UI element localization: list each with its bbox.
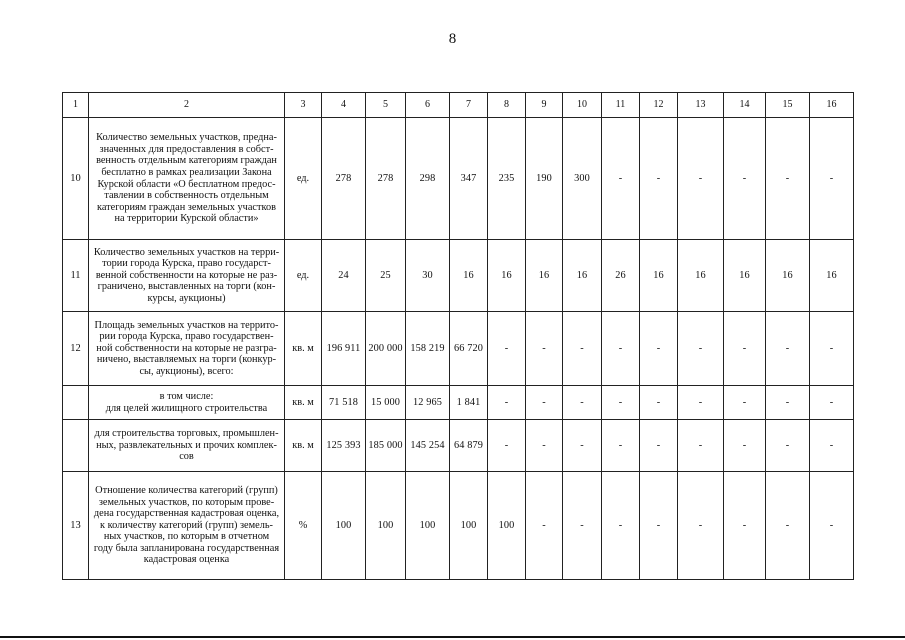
indicator-name-line: Площадь земельных участков на террито-: [94, 319, 279, 331]
table-row: [63, 420, 854, 472]
indicator-name-line: Количество земельных участков на терри-: [93, 246, 280, 258]
row-number: 13: [63, 472, 89, 580]
table-row: [63, 118, 854, 240]
value-cell: -: [810, 386, 854, 420]
indicator-name-line: ных, развлекательных и прочих комплек-: [96, 439, 277, 451]
value-cell: -: [678, 312, 724, 386]
scan-edge-line: [0, 636, 905, 638]
indicator-name-line: дена государственная кадастровая оценка,: [93, 508, 280, 520]
value-cell: -: [678, 420, 724, 472]
value-cell: -: [640, 472, 678, 580]
page-number: 8: [448, 31, 457, 47]
value-cell: -: [602, 386, 640, 420]
table-body: [63, 118, 854, 580]
indicator-name: [89, 386, 285, 420]
value-cell: 190: [526, 118, 563, 240]
indicator-name-line: венность отдельным категориям граждан: [96, 155, 277, 167]
value-cell: -: [488, 420, 526, 472]
indicator-name-line: кадастровая оценка: [143, 554, 230, 566]
value-cell: 125 393: [322, 420, 366, 472]
indicator-name-line: ных участков, по которым в отчетном: [103, 531, 270, 543]
row-number: 10: [63, 118, 89, 240]
value-cell: 24: [322, 240, 366, 312]
value-cell: 100: [322, 472, 366, 580]
value-cell: -: [766, 312, 810, 386]
header-cell: 4: [322, 93, 366, 118]
value-cell: -: [640, 312, 678, 386]
value-cell: -: [602, 312, 640, 386]
header-cell: 5: [366, 93, 406, 118]
header-cell: 12: [640, 93, 678, 118]
row-number: [63, 386, 89, 420]
header-cell: 9: [526, 93, 563, 118]
indicator-name-line: Количество земельных участков, предна-: [96, 132, 277, 144]
value-cell: -: [810, 472, 854, 580]
indicator-name-line: для строительства торговых, промышлен-: [94, 428, 279, 440]
value-cell: 185 000: [366, 420, 406, 472]
value-cell: -: [602, 472, 640, 580]
value-cell: 16: [810, 240, 854, 312]
value-cell: -: [526, 420, 563, 472]
unit-cell: ед.: [285, 118, 322, 240]
value-cell: -: [563, 472, 602, 580]
value-cell: -: [724, 420, 766, 472]
value-cell: 64 879: [450, 420, 488, 472]
row-number: [63, 420, 89, 472]
indicator-name-line: категориям граждан земельных участков: [97, 201, 276, 213]
value-cell: -: [766, 472, 810, 580]
header-cell: 10: [563, 93, 602, 118]
value-cell: 16: [450, 240, 488, 312]
value-cell: 158 219: [406, 312, 450, 386]
value-cell: 30: [406, 240, 450, 312]
header-cell: 7: [450, 93, 488, 118]
unit-cell: ед.: [285, 240, 322, 312]
value-cell: -: [640, 386, 678, 420]
value-cell: 100: [488, 472, 526, 580]
value-cell: -: [602, 420, 640, 472]
value-cell: 16: [488, 240, 526, 312]
indicator-name-line: году была запланирована государственная: [93, 542, 280, 554]
value-cell: 15 000: [366, 386, 406, 420]
value-cell: 100: [366, 472, 406, 580]
indicator-name: [89, 312, 285, 386]
value-cell: -: [810, 118, 854, 240]
value-cell: 347: [450, 118, 488, 240]
indicator-name-line: тории города Курска, право государст-: [102, 258, 271, 270]
value-cell: 196 911: [322, 312, 366, 386]
table-row: [63, 312, 854, 386]
value-cell: -: [488, 386, 526, 420]
value-cell: 16: [563, 240, 602, 312]
header-cell: 8: [488, 93, 526, 118]
value-cell: -: [766, 386, 810, 420]
value-cell: 16: [678, 240, 724, 312]
value-cell: -: [724, 386, 766, 420]
value-cell: -: [563, 420, 602, 472]
unit-cell: кв. м: [285, 420, 322, 472]
value-cell: 26: [602, 240, 640, 312]
unit-cell: кв. м: [285, 312, 322, 386]
indicator-name-line: на территории Курской области»: [114, 213, 259, 225]
row-number: 12: [63, 312, 89, 386]
header-cell: 11: [602, 93, 640, 118]
indicator-name-line: сов: [179, 451, 194, 463]
indicator-name-line: рии города Курска, право государствен-: [99, 331, 274, 343]
value-cell: -: [678, 472, 724, 580]
indicator-name-line: Курской области «О бесплатном предос-: [97, 178, 276, 190]
header-cell: 1: [63, 93, 89, 118]
value-cell: -: [526, 472, 563, 580]
header-cell: 6: [406, 93, 450, 118]
indicator-name-line: в том числе:: [159, 390, 214, 402]
indicator-name-line: значенных для предоставления в собст-: [99, 143, 274, 155]
header-row: [63, 93, 854, 118]
value-cell: -: [724, 118, 766, 240]
indicator-name-line: ничено, выставляемых на торги (конкур-: [96, 354, 277, 366]
value-cell: 100: [406, 472, 450, 580]
header-cell: 14: [724, 93, 766, 118]
indicator-name-line: сы, аукционы), всего:: [139, 365, 234, 377]
value-cell: 71 518: [322, 386, 366, 420]
value-cell: -: [526, 386, 563, 420]
value-cell: -: [640, 118, 678, 240]
header-cell: 2: [89, 93, 285, 118]
header-cell: 13: [678, 93, 724, 118]
table-header: [63, 93, 854, 118]
indicator-name-line: ной собственности на которые не разгра-: [96, 342, 277, 354]
indicator-name: [89, 472, 285, 580]
indicator-name: [89, 420, 285, 472]
unit-cell: %: [285, 472, 322, 580]
value-cell: 16: [640, 240, 678, 312]
value-cell: -: [724, 312, 766, 386]
value-cell: -: [488, 312, 526, 386]
value-cell: 300: [563, 118, 602, 240]
value-cell: 200 000: [366, 312, 406, 386]
unit-cell: кв. м: [285, 386, 322, 420]
indicator-name-line: венной собственности на которые не раз-: [95, 269, 278, 281]
value-cell: 66 720: [450, 312, 488, 386]
indicator-name-line: к количеству категорий (групп) земель-: [100, 519, 273, 531]
header-cell: 15: [766, 93, 810, 118]
indicator-name: [89, 240, 285, 312]
value-cell: 1 841: [450, 386, 488, 420]
value-cell: -: [810, 312, 854, 386]
value-cell: -: [724, 472, 766, 580]
indicator-name-line: граничено, выставленных на торги (кон-: [97, 281, 276, 293]
value-cell: 100: [450, 472, 488, 580]
indicator-name: [89, 118, 285, 240]
value-cell: 298: [406, 118, 450, 240]
value-cell: 16: [766, 240, 810, 312]
value-cell: -: [678, 118, 724, 240]
value-cell: -: [563, 312, 602, 386]
value-cell: 278: [322, 118, 366, 240]
indicator-name-line: бесплатно в рамках реализации Закона: [101, 166, 272, 178]
indicator-name-line: курсы, аукционы): [147, 292, 226, 304]
indicator-name-line: земельных участков, по которым прове-: [98, 496, 275, 508]
value-cell: -: [766, 420, 810, 472]
value-cell: 25: [366, 240, 406, 312]
row-number: 11: [63, 240, 89, 312]
value-cell: -: [640, 420, 678, 472]
value-cell: 278: [366, 118, 406, 240]
value-cell: 16: [724, 240, 766, 312]
indicators-table: [62, 92, 854, 580]
indicator-name-line: для целей жилищного строительства: [105, 402, 268, 414]
indicator-name-line: Отношение количества категорий (групп): [95, 484, 278, 496]
value-cell: -: [678, 386, 724, 420]
value-cell: -: [810, 420, 854, 472]
value-cell: -: [526, 312, 563, 386]
header-cell: 16: [810, 93, 854, 118]
indicator-name-line: тавлении в собственность отдельным: [104, 190, 269, 202]
value-cell: 235: [488, 118, 526, 240]
value-cell: 16: [526, 240, 563, 312]
table-row: [63, 472, 854, 580]
value-cell: -: [563, 386, 602, 420]
value-cell: -: [766, 118, 810, 240]
value-cell: -: [602, 118, 640, 240]
header-cell: 3: [285, 93, 322, 118]
value-cell: 145 254: [406, 420, 450, 472]
table-row: [63, 386, 854, 420]
table-row: [63, 240, 854, 312]
value-cell: 12 965: [406, 386, 450, 420]
